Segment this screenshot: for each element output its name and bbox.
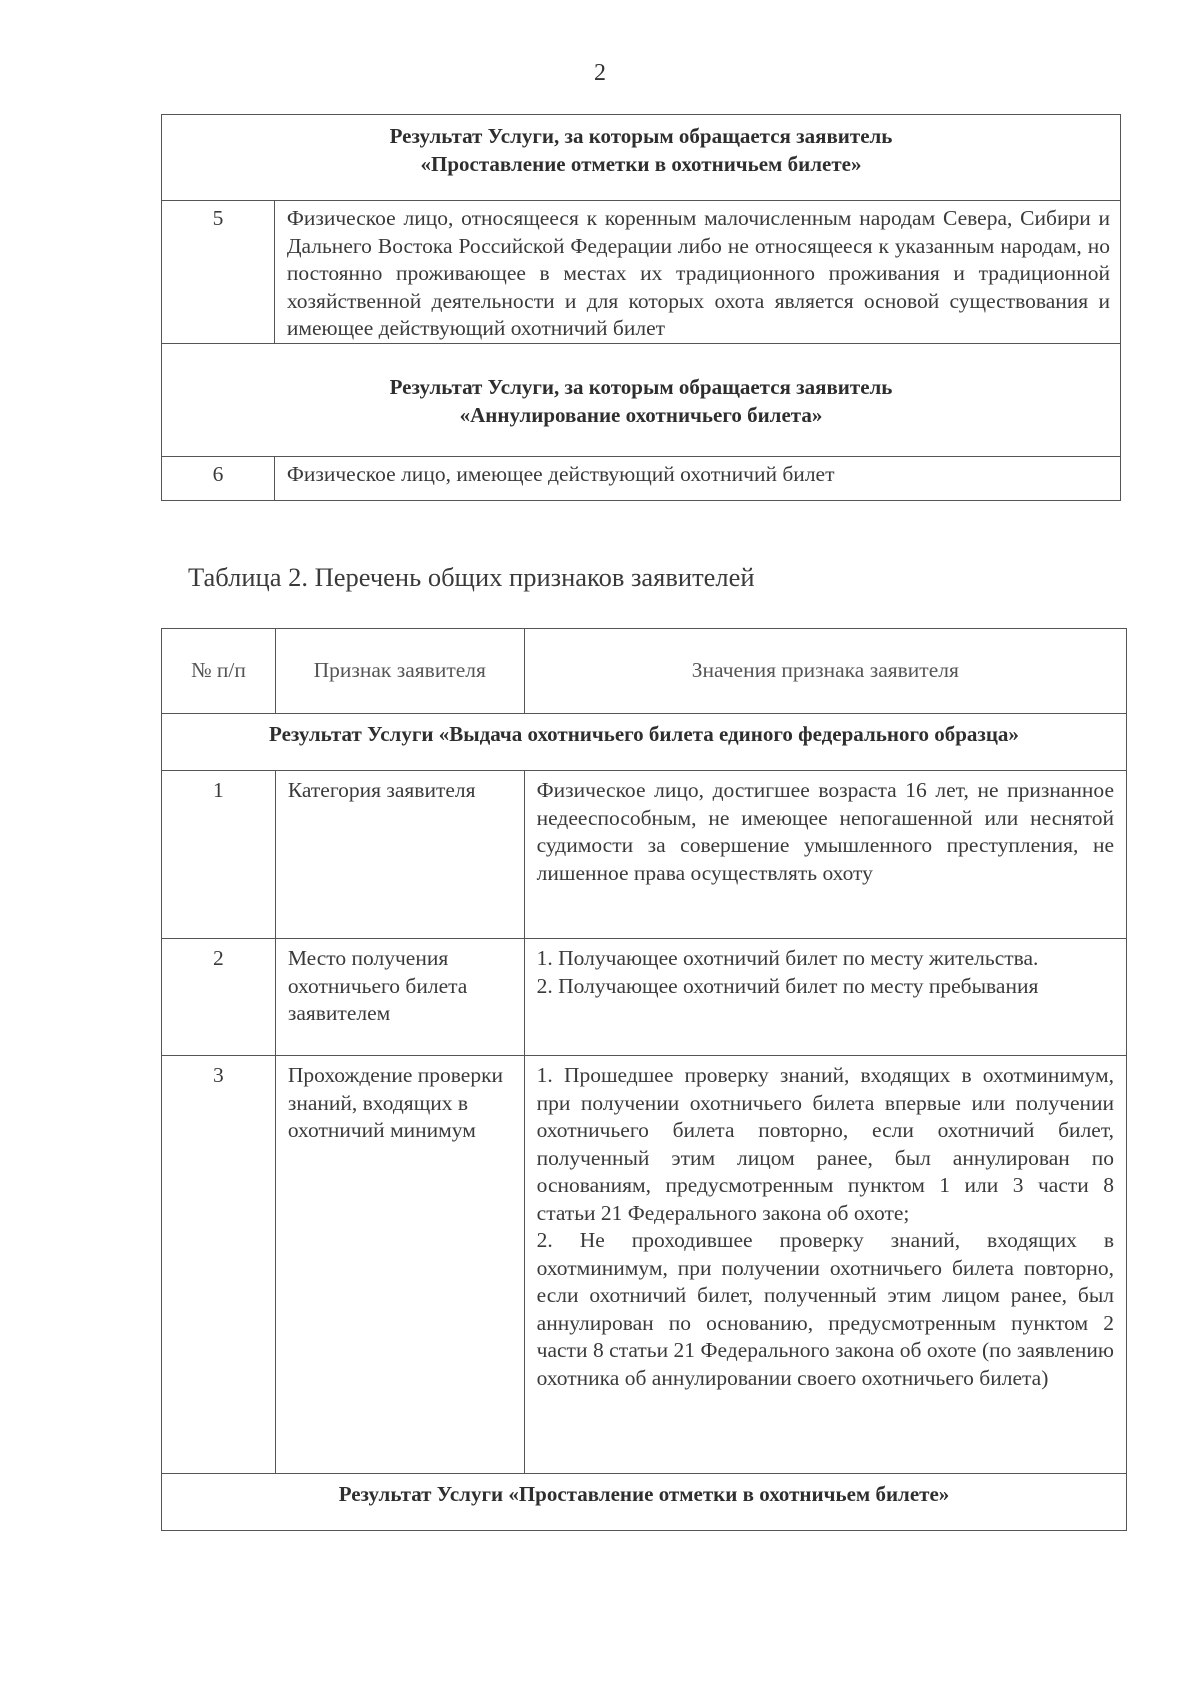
row-number: 3 (162, 1056, 276, 1474)
table-row (162, 939, 1127, 1056)
table-row (162, 115, 1121, 201)
page-number: 2 (594, 60, 606, 86)
feature-value (524, 1056, 1126, 1474)
section-header: Результат Услуги «Проставление отметки в охотничьем билете» (162, 1474, 1127, 1531)
value-line: 2. Не проходившее проверку знаний, входящих в охотминимум, при получении охотничьего билета повторно, если охотничий билет, полученный этим лицом ранее, был аннулирован по основанию, предусмотренным пунктом 2 части 8 статьи 21 Федерального закона об охоте (по заявлению охотника об аннулировании своего охотничьего билета) (536, 1228, 1114, 1390)
value-line: 1. Получающее охотничий билет по месту жительства. (536, 946, 1039, 970)
column-header: Значения признака заявителя (524, 629, 1126, 714)
feature-name: Место получения охотничьего билета заявителем (275, 939, 524, 1056)
section-header-line: «Проставление отметки в охотничьем билете» (420, 151, 862, 176)
feature-name: Прохождение проверки знаний, входящих в охотничий минимум (275, 1056, 524, 1474)
row-number: 5 (162, 201, 275, 344)
table-row (162, 457, 1121, 501)
row-number: 2 (162, 939, 276, 1056)
section-header: Результат Услуги «Выдача охотничьего билета единого федерального образца» (162, 714, 1127, 771)
column-header: Признак заявителя (275, 629, 524, 714)
feature-value: Физическое лицо, достигшее возраста 16 лет, не признанное недееспособным, не имеющее непогашенной или неснятой судимости за совершение умышленного преступления, не лишенное права осуществлять охоту (524, 771, 1126, 939)
applicant-description: Физическое лицо, имеющее действующий охотничий билет (274, 457, 1120, 501)
row-number: 1 (162, 771, 276, 939)
feature-name: Категория заявителя (275, 771, 524, 939)
section-header-line: «Аннулирование охотничьего билета» (459, 402, 823, 427)
table-row (162, 714, 1127, 771)
value-line: 2. Получающее охотничий билет по месту пребывания (536, 973, 1039, 998)
table-title: Таблица 2. Перечень общих признаков заявителей (188, 562, 755, 592)
applicant-results-table (161, 114, 1121, 501)
table-header-row (162, 629, 1127, 714)
section-header-line: Результат Услуги, за которым обращается заявитель (389, 375, 893, 399)
table-row (162, 1056, 1127, 1474)
table-row (162, 344, 1121, 457)
applicant-features-table (161, 628, 1127, 1531)
row-number: 6 (162, 457, 275, 501)
feature-value (524, 939, 1126, 1056)
section-header (162, 344, 1121, 457)
applicant-description: Физическое лицо, относящееся к коренным малочисленным народам Севера, Сибири и Дальнего Востока Российской Федерации либо не относящееся к указанным народам, но постоянно проживающее в местах их традиционного проживания и традиционной хозяйственной деятельности и для которых охота является основой существования и имеющее действующий охотничий билет (274, 201, 1120, 344)
value-line: 1. Прошедшее проверку знаний, входящих в охотминимум, при получении охотничьего билета впервые или получении охотничьего билета повторно, если охотничий билет, полученный этим лицом ранее, был аннулирован по основаниям, предусмотренным пунктом 1 или 3 части 8 статьи 21 Федерального закона об охоте; (536, 1063, 1114, 1225)
section-header (162, 115, 1121, 201)
table-row (162, 771, 1127, 939)
column-header: № п/п (162, 629, 276, 714)
table-row (162, 1474, 1127, 1531)
section-header-line: Результат Услуги, за которым обращается заявитель (389, 124, 893, 148)
table-row (162, 201, 1121, 344)
